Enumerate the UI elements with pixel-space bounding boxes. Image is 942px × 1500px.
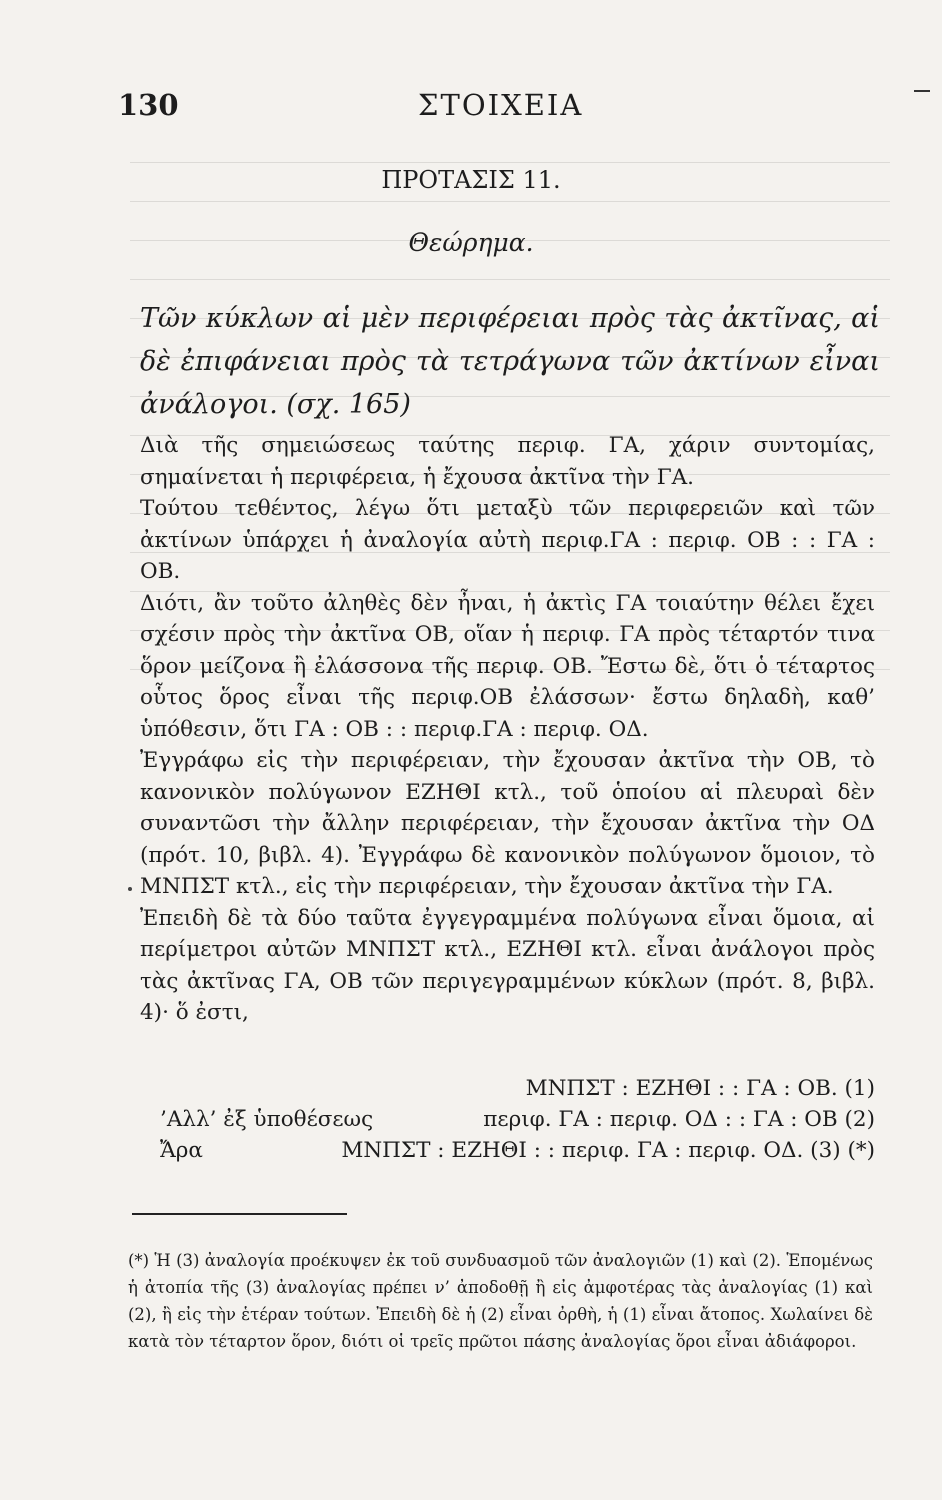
equation-prefix: ’Αλλ’ ἐξ ὑποθέσεως: [160, 1107, 374, 1132]
theorem-label: Θεώρημα.: [408, 228, 534, 257]
footnote: [128, 1247, 873, 1355]
page-header: [118, 88, 838, 128]
footnote-text: (*) Ἡ (3) ἀναλογία προέκυψεν ἐκ τοῦ συνδυασμοῦ τῶν ἀναλογιῶν (1) καὶ (2). Ἑπομένως ἡ ἀτοπία τῆς (3) ἀναλογίας πρέπει ν’ ἀποδοθῇ ἢ εἰς ἀμφοτέρας τὰς ἀναλογίας (1) καὶ (2), ἢ εἰς τὴν ἑτέραν τούτων. Ἐπειδὴ δὲ ἡ (2) εἶναι ὀρθὴ, ἡ (1) εἶναι ἄτοπος. Χωλαίνει δὲ κατὰ τὸν τέταρτον ὅρον, διότι οἱ τρεῖς πρῶτοι πάσης ἀναλογίας ὅροι εἶναι ἀδιάφοροι.: [128, 1251, 873, 1351]
footnote-rule: [132, 1213, 347, 1215]
paragraph: Τούτου τεθέντος, λέγω ὅτι μεταξὺ τῶν περιφερειῶν καὶ τῶν ἀκτίνων ὑπάρχει ἡ ἀναλογία αὐτὴ περιφ.ΓΑ : περιφ. ΟΒ : : ΓΑ : ΟΒ.: [140, 496, 875, 584]
equations: [140, 1073, 875, 1166]
equation-prefix: Ἄρα: [160, 1138, 203, 1163]
page-number: 130: [118, 88, 179, 122]
ink-speck: [128, 887, 132, 891]
paragraph: Ἐπειδὴ δὲ τὰ δύο ταῦτα ἐγγεγραμμένα πολύγωνα εἶναι ὅμοια, αἱ περίμετροι αὐτῶν ΜΝΠΣΤ κτλ., ΕΖΗΘΙ κτλ. εἶναι ἀνάλογοι πρὸς τὰς ἀκτῖνας ΓΑ, ΟΒ τῶν περιγεγραμμένων κύκλων (πρότ. 8, βιβλ. 4)· ὅ ἐστι,: [140, 905, 875, 1025]
proof-body: [140, 430, 875, 1029]
paragraph: Ἐγγράφω εἰς τὴν περιφέρειαν, τὴν ἔχουσαν ἀκτῖνα τὴν ΟΒ, τὸ κανονικὸν πολύγωνον ΕΖΗΘΙ κτλ., τοῦ ὁποίου αἱ πλευραὶ δὲν συναντῶσι τὴν ἄλλην περιφέρειαν, τὴν ἔχουσαν ἀκτῖνα τὴν ΟΔ (πρότ. 10, βιβλ. 4). Ἐγγράφω δὲ κανονικὸν πολύγωνον ὅμοιον, τὸ ΜΝΠΣΤ κτλ., εἰς τὴν περιφέρειαν, τὴν ἔχουσαν ἀκτῖνα τὴν ΓΑ.: [140, 748, 875, 899]
paragraph: Διὰ τῆς σημειώσεως ταύτης περιφ. ΓΑ, χάριν συντομίας, σημαίνεται ἡ περιφέρεια, ἡ ἔχουσα ἀκτῖνα τὴν ΓΑ.: [140, 433, 875, 490]
equation-text: ΜΝΠΣΤ : ΕΖΗΘΙ : : περιφ. ΓΑ : περιφ. ΟΔ. (3) (*): [341, 1138, 875, 1163]
equation-text: περιφ. ΓΑ : περιφ. ΟΔ : : ΓΑ : ΟΒ (2): [483, 1107, 875, 1132]
equation-row: [140, 1073, 875, 1104]
paragraph: Διότι, ἂν τοῦτο ἀληθὲς δὲν ἦναι, ἡ ἀκτὶς ΓΑ τοιαύτην θέλει ἔχει σχέσιν πρὸς τὴν ἀκτῖνα ΟΒ, οἵαν ἡ περιφ. ΓΑ πρὸς τέταρτόν τινα ὅρον μείζονα ἢ ἐλάσσονα τῆς περιφ. ΟΒ. Ἔστω δὲ, ὅτι ὁ τέταρτος οὗτος ὅρος εἶναι τῆς περιφ.ΟΒ ἐλάσσων· ἔστω δηλαδὴ, καθ’ ὑπόθεσιν, ὅτι ΓΑ : ΟΒ : : περιφ.ΓΑ : περιφ. ΟΔ.: [140, 590, 875, 742]
equation-row: [140, 1135, 875, 1166]
running-title: ΣΤΟΙΧΕΙΑ: [418, 88, 584, 122]
proposition-title: ΠΡΟΤΑΣΙΣ 11.: [381, 166, 561, 194]
theorem-statement: Τῶν κύκλων αἱ μὲν περιφέρειαι πρὸς τὰς ἀκτῖνας, αἱ δὲ ἐπιφάνειαι πρὸς τὰ τετράγωνα τῶν ἀκτίνων εἶναι ἀνάλογοι. (σχ. 165): [140, 303, 880, 420]
corner-mark: [914, 90, 930, 92]
equation-row: [140, 1104, 875, 1135]
equation-text: ΜΝΠΣΤ : ΕΖΗΘΙ : : ΓΑ : ΟΒ. (1): [525, 1076, 875, 1101]
